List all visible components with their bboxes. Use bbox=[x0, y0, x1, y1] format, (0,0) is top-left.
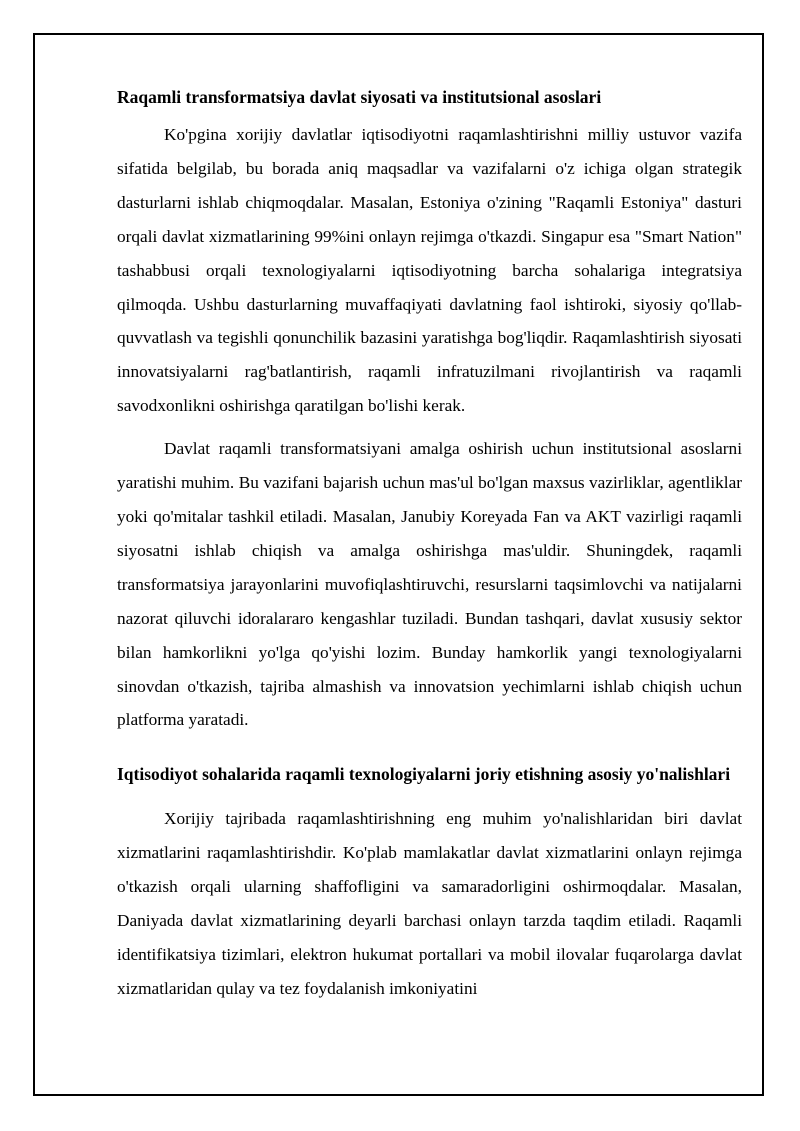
paragraph-national-strategies: Ko'pgina xorijiy davlatlar iqtisodiyotni raqamlashtirishni milliy ustuvor vazifa sifatida belgilab, bu borada aniq maqsadlar va vazifalarni o'z ichiga olgan strategik dasturlarni ishlab chiqmoqdalar. Masalan, Estoniya o'zining "Raqamli Estoniya" dasturi orqali davlat xizmatlarining 99%ini onlayn rejimga o'tkazdi. Singapur esa "Smart Nation" tashabbusi orqali texnologiyalarni iqtisodiyotning barcha sohalariga integratsiya qilmoqda. Ushbu dasturlarning muvaffaqiyati davlatning faol ishtiroki, siyosiy qo'llab-quvvatlash va tegishli qonunchilik bazasini yaratishga bog'liqdir. Raqamlashtirish siyosati innovatsiyalarni rag'batlantirish, raqamli infratuzilmani rivojlantirish va raqamli savodxonlikni oshirishga qaratilgan bo'lishi kerak. bbox=[117, 125, 742, 416]
paragraph-institutional-framework: Davlat raqamli transformatsiyani amalga oshirish uchun institutsional asoslarni yaratishi muhim. Bu vazifani bajarish uchun mas'ul bo'lgan maxsus vazirliklar, agentliklar yoki qo'mitalar tashkil etiladi. Masalan, Janubiy Koreyada Fan va AKT vazirligi raqamli siyosatni ishlab chiqish va amalga oshirishga mas'uldir. Shuningdek, raqamli transformatsiya jarayonlarini muvofiqlashtiruvchi, resurslarni taqsimlovchi va natijalarni nazorat qiluvchi idoralararo kengashlar tuziladi. Bundan tashqari, davlat xususiy sektor bilan hamkorlikni yo'lga qo'yishi lozim. Bunday hamkorlik yangi texnologiyalarni sinovdan o'tkazish, tajriba almashish va innovatsion yechimlarni ishlab chiqish uchun platforma yaratadi. bbox=[117, 439, 742, 730]
section-heading-economic-sectors: Iqtisodiyot sohalarida raqamli texnologiyalarni joriy etishning asosiy yo'nalishlari bbox=[117, 764, 731, 785]
paragraph-public-services: Xorijiy tajribada raqamlashtirishning eng muhim yo'nalishlaridan biri davlat xizmatlarini raqamlashtirishdir. Ko'plab mamlakatlar davlat xizmatlarini onlayn rejimga o'tkazish orqali ularning shaffofligini va samaradorligini oshirmoqdalar. Masalan, Daniyada davlat xizmatlarining deyarli barchasi onlayn tarzda taqdim etiladi. Raqamli identifikatsiya tizimlari, elektron hukumat portallari va mobil ilovalar fuqarolarga davlat xizmatlaridan qulay va tez foydalanish imkoniyatini bbox=[117, 809, 742, 998]
document-body bbox=[117, 86, 742, 1006]
section-heading-digital-policy: Raqamli transformatsiya davlat siyosati va institutsional asoslari bbox=[117, 87, 602, 107]
